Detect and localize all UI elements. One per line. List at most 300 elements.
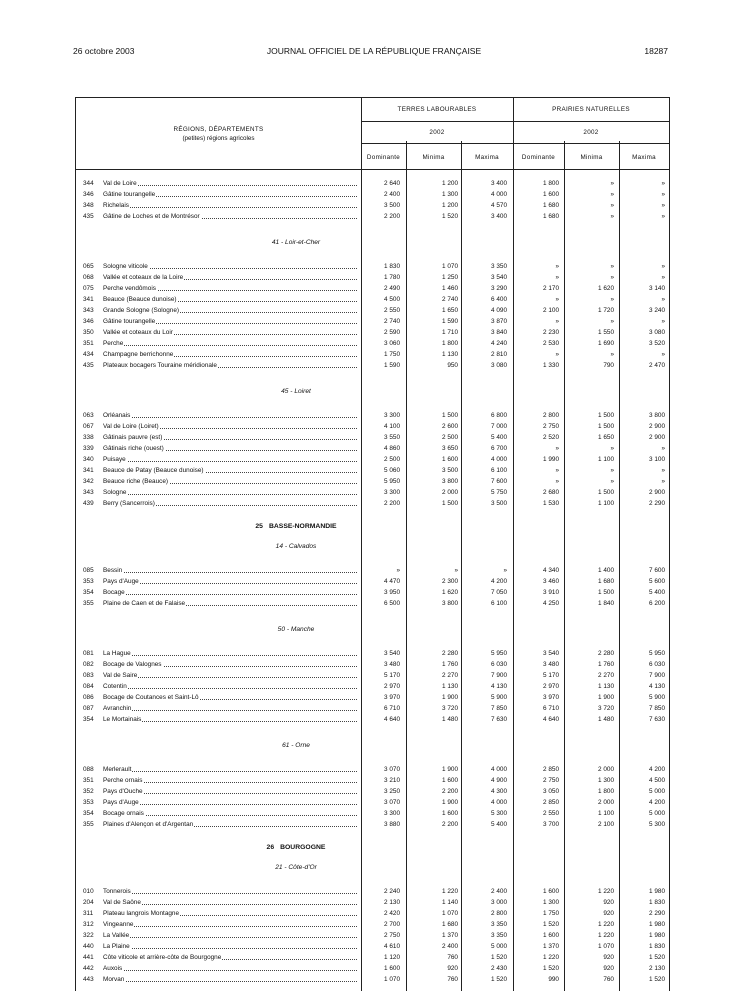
value-minima-meadow: 1 690 [598, 340, 614, 347]
value-minima-meadow: 1 840 [598, 600, 614, 607]
region-name-text: Bessin [103, 567, 123, 574]
value-maxima-arable: 6 800 [491, 412, 507, 419]
value-dominante-meadow: 2 750 [543, 423, 559, 430]
journal-title: JOURNAL OFFICIEL DE LA RÉPUBLIQUE FRANÇAISE [266, 46, 482, 56]
value-dominante-meadow: 1 530 [543, 500, 559, 507]
region-name [103, 764, 357, 775]
value-dominante-meadow: 1 680 [543, 213, 559, 220]
table-row [76, 305, 669, 316]
value-minima-arable: 1 650 [442, 307, 458, 314]
value-minima-meadow: » [610, 478, 614, 485]
value-dominante-arable: 2 420 [384, 910, 400, 917]
table-row [76, 587, 669, 598]
value-dominante-arable: 4 500 [384, 296, 400, 303]
table-row [76, 598, 669, 609]
value-dominante-arable: 2 970 [384, 683, 400, 690]
value-maxima-arable: 7 900 [491, 672, 507, 679]
region-name [103, 211, 357, 222]
region-code: 341 [83, 467, 94, 474]
region-code: 344 [83, 180, 94, 187]
table-row [76, 178, 669, 189]
region-name-text: Plateaux bocagers Touraine méridionale [103, 362, 217, 369]
value-maxima-meadow: » [661, 202, 665, 209]
region-name-text: Richelais [103, 202, 129, 209]
value-dominante-meadow: 4 640 [543, 716, 559, 723]
value-minima-arable: 1 200 [442, 180, 458, 187]
value-dominante-arable: 6 710 [384, 705, 400, 712]
region-name-text: Gâtinais riche (ouest) [103, 445, 164, 452]
region-name [103, 410, 357, 421]
region-name-text: Val de Loire (Loiret) [103, 423, 159, 430]
value-minima-arable: 3 720 [442, 705, 458, 712]
value-maxima-meadow: » [661, 478, 665, 485]
value-dominante-meadow: 2 230 [543, 329, 559, 336]
value-dominante-arable: 3 880 [384, 821, 400, 828]
value-minima-meadow: » [610, 467, 614, 474]
group-header-arable: TERRES LABOURABLES [397, 106, 477, 113]
region-name [103, 200, 357, 211]
table-row [76, 648, 669, 659]
value-minima-meadow: 2 000 [598, 766, 614, 773]
value-minima-arable: 2 400 [442, 943, 458, 950]
value-maxima-arable: 4 000 [491, 799, 507, 806]
value-minima-arable: 2 200 [442, 788, 458, 795]
value-minima-meadow: » [610, 296, 614, 303]
value-dominante-meadow: 3 050 [543, 788, 559, 795]
value-minima-meadow: » [610, 180, 614, 187]
value-minima-meadow: 1 400 [598, 567, 614, 574]
region-name-text: Sologne viticole [103, 263, 148, 270]
value-dominante-meadow: 2 530 [543, 340, 559, 347]
value-dominante-arable: 3 300 [384, 489, 400, 496]
table-row [76, 952, 669, 963]
region-name [103, 487, 357, 498]
page-date: 26 octobre 2003 [73, 46, 135, 56]
value-maxima-arable: 2 800 [491, 910, 507, 917]
value-dominante-arable: 3 300 [384, 412, 400, 419]
value-maxima-arable: 5 000 [491, 943, 507, 950]
table-row [76, 443, 669, 454]
region-name-text: Gâtinais pauvre (est) [103, 434, 163, 441]
value-maxima-meadow: » [661, 445, 665, 452]
header-rule [76, 169, 669, 170]
region-name-text: Perche vendômois [103, 285, 156, 292]
region-name [103, 349, 357, 360]
region-name [103, 587, 357, 598]
region-code: 354 [83, 716, 94, 723]
value-minima-meadow: 1 500 [598, 589, 614, 596]
region-name [103, 786, 357, 797]
region-code: 346 [83, 191, 94, 198]
region-name-text: Bocage ornais [103, 810, 144, 817]
region-code: 440 [83, 943, 94, 950]
region-code: 338 [83, 434, 94, 441]
region-column-header: RÉGIONS, DÉPARTEMENTS [173, 126, 264, 133]
value-dominante-meadow: 2 550 [543, 810, 559, 817]
value-maxima-arable: 5 400 [491, 434, 507, 441]
value-minima-arable: 1 600 [442, 456, 458, 463]
value-dominante-arable: 2 200 [384, 500, 400, 507]
value-dominante-arable: 6 500 [384, 600, 400, 607]
region-name [103, 294, 357, 305]
value-minima-arable: 1 900 [442, 694, 458, 701]
region-name [103, 681, 357, 692]
region-code: 435 [83, 362, 94, 369]
table-row [76, 930, 669, 941]
region-name-text: Plateau langrois Montagne [103, 910, 180, 917]
region-code: 351 [83, 777, 94, 784]
value-minima-meadow: » [610, 351, 614, 358]
table-row [76, 487, 669, 498]
value-maxima-arable: 6 030 [491, 661, 507, 668]
region-code: 350 [83, 329, 94, 336]
value-maxima-arable: 5 300 [491, 810, 507, 817]
value-minima-arable: 1 800 [442, 340, 458, 347]
region-name-text: Val de Saire [103, 672, 138, 679]
value-minima-meadow: » [610, 213, 614, 220]
value-maxima-meadow: 5 300 [649, 821, 665, 828]
table-row [76, 775, 669, 786]
value-dominante-arable: 1 590 [384, 362, 400, 369]
value-minima-arable: 1 590 [442, 318, 458, 325]
value-maxima-meadow: 3 520 [649, 340, 665, 347]
value-dominante-arable: 3 480 [384, 661, 400, 668]
region-code: 063 [83, 412, 94, 419]
value-dominante-meadow: 1 600 [543, 888, 559, 895]
value-maxima-arable: 5 900 [491, 694, 507, 701]
region-name [103, 443, 357, 454]
value-maxima-arable: 2 430 [491, 965, 507, 972]
value-dominante-meadow: 5 170 [543, 672, 559, 679]
value-dominante-arable: 3 300 [384, 810, 400, 817]
region-name [103, 930, 357, 941]
col-header-maxima-1: Maxima [475, 154, 499, 161]
value-maxima-arable: 5 950 [491, 650, 507, 657]
value-maxima-meadow: 5 950 [649, 650, 665, 657]
value-maxima-meadow: 5 000 [649, 788, 665, 795]
value-maxima-meadow: 7 900 [649, 672, 665, 679]
region-name [103, 498, 357, 509]
value-maxima-meadow: » [661, 467, 665, 474]
value-minima-arable: 2 000 [442, 489, 458, 496]
table-row [76, 703, 669, 714]
value-maxima-meadow: » [661, 351, 665, 358]
table-row [76, 476, 669, 487]
value-dominante-arable: 3 970 [384, 694, 400, 701]
region-code: 355 [83, 821, 94, 828]
value-dominante-meadow: 3 910 [543, 589, 559, 596]
region-code: 353 [83, 578, 94, 585]
value-minima-meadow: 1 620 [598, 285, 614, 292]
table-row [76, 714, 669, 725]
value-minima-arable: 2 200 [442, 821, 458, 828]
value-minima-arable: 1 900 [442, 799, 458, 806]
value-maxima-arable: 3 870 [491, 318, 507, 325]
region-label: BASSE-NORMANDIE [268, 523, 337, 530]
col-header-maxima-2: Maxima [632, 154, 656, 161]
value-dominante-meadow: 1 220 [543, 954, 559, 961]
value-maxima-meadow: 6 030 [649, 661, 665, 668]
region-code: 352 [83, 788, 94, 795]
value-minima-arable: 3 650 [442, 445, 458, 452]
value-maxima-arable: 4 090 [491, 307, 507, 314]
table-row [76, 919, 669, 930]
value-maxima-meadow: 1 980 [649, 932, 665, 939]
value-minima-meadow: 1 800 [598, 788, 614, 795]
value-dominante-arable: 2 200 [384, 213, 400, 220]
value-dominante-arable: 1 120 [384, 954, 400, 961]
region-code: 085 [83, 567, 94, 574]
value-dominante-arable: 2 550 [384, 307, 400, 314]
value-maxima-meadow: 3 100 [649, 456, 665, 463]
region-code: 067 [83, 423, 94, 430]
region-code: 339 [83, 445, 94, 452]
table-row [76, 338, 669, 349]
region-name-text: La Hague [103, 650, 131, 657]
value-dominante-meadow: 990 [548, 976, 559, 983]
value-dominante-meadow: 1 330 [543, 362, 559, 369]
department-heading: 21 - Côte-d'Or [275, 864, 317, 871]
region-code: 351 [83, 340, 94, 347]
value-dominante-arable: 2 700 [384, 921, 400, 928]
value-maxima-arable: 6 700 [491, 445, 507, 452]
region-name-text: Perche ornais [103, 777, 143, 784]
value-minima-arable: 1 480 [442, 716, 458, 723]
value-maxima-arable: 6 100 [491, 600, 507, 607]
value-maxima-arable: 4 240 [491, 340, 507, 347]
value-dominante-meadow: 3 460 [543, 578, 559, 585]
region-code: 081 [83, 650, 94, 657]
value-minima-meadow: 920 [603, 899, 614, 906]
value-minima-arable: 1 600 [442, 777, 458, 784]
value-dominante-meadow: 1 370 [543, 943, 559, 950]
value-minima-arable: 1 130 [442, 683, 458, 690]
region-name [103, 908, 357, 919]
value-maxima-arable: 3 000 [491, 899, 507, 906]
value-dominante-meadow: 1 600 [543, 932, 559, 939]
value-minima-meadow: » [610, 202, 614, 209]
region-name [103, 941, 357, 952]
value-minima-meadow: » [610, 274, 614, 281]
region-name-text: Champagne berrichonne [103, 351, 174, 358]
value-maxima-meadow: 7 850 [649, 705, 665, 712]
table-row [76, 963, 669, 974]
value-dominante-arable: 3 950 [384, 589, 400, 596]
value-maxima-arable: 4 000 [491, 766, 507, 773]
region-code: 434 [83, 351, 94, 358]
region-name [103, 797, 357, 808]
value-maxima-arable: 4 900 [491, 777, 507, 784]
value-minima-meadow: 1 760 [598, 661, 614, 668]
value-dominante-arable: 2 500 [384, 456, 400, 463]
region-name-text: Gâtine de Loches et de Montrésor [103, 213, 200, 220]
table-row [76, 670, 669, 681]
value-minima-meadow: » [610, 191, 614, 198]
value-minima-arable: 1 600 [442, 810, 458, 817]
value-minima-meadow: 1 720 [598, 307, 614, 314]
value-minima-meadow: 2 280 [598, 650, 614, 657]
table-row [76, 454, 669, 465]
value-maxima-arable: 2 810 [491, 351, 507, 358]
value-maxima-meadow: 2 900 [649, 423, 665, 430]
table-row [76, 421, 669, 432]
table-row [76, 786, 669, 797]
value-minima-meadow: » [610, 445, 614, 452]
value-dominante-arable: 3 500 [384, 202, 400, 209]
value-dominante-meadow: 2 850 [543, 799, 559, 806]
region-name-text: Bocage de Coutances et Saint-Lô [103, 694, 199, 701]
value-maxima-arable: 2 400 [491, 888, 507, 895]
value-dominante-meadow: 1 800 [543, 180, 559, 187]
value-dominante-arable: 1 780 [384, 274, 400, 281]
value-maxima-arable: 3 400 [491, 180, 507, 187]
region-code: 322 [83, 932, 94, 939]
region-code: 354 [83, 589, 94, 596]
region-name-text: Avranchin [103, 705, 132, 712]
table-row [76, 283, 669, 294]
value-dominante-arable: 2 590 [384, 329, 400, 336]
region-name-text: Côte viticole et arrière-côte de Bourgogne [103, 954, 222, 961]
table-row [76, 797, 669, 808]
value-maxima-arable: 3 350 [491, 932, 507, 939]
value-maxima-meadow: 2 290 [649, 910, 665, 917]
value-dominante-meadow: 1 520 [543, 965, 559, 972]
value-maxima-arable: 4 000 [491, 191, 507, 198]
value-maxima-meadow: » [661, 263, 665, 270]
value-minima-meadow: » [610, 318, 614, 325]
value-minima-meadow: 2 000 [598, 799, 614, 806]
value-maxima-meadow: » [661, 274, 665, 281]
value-dominante-meadow: » [555, 467, 559, 474]
value-minima-meadow: 1 500 [598, 423, 614, 430]
value-minima-meadow: 920 [603, 910, 614, 917]
region-name-text: Vallée et coteaux du Loir [103, 329, 173, 336]
table-row [76, 819, 669, 830]
value-minima-arable: 760 [447, 976, 458, 983]
value-dominante-arable: 4 640 [384, 716, 400, 723]
value-dominante-meadow: 2 520 [543, 434, 559, 441]
year-header-arable: 2002 [429, 129, 445, 136]
region-name [103, 178, 357, 189]
table-row [76, 908, 669, 919]
col-header-dominante-2: Dominante [521, 154, 556, 161]
value-minima-arable: » [454, 567, 458, 574]
value-maxima-meadow: 5 400 [649, 589, 665, 596]
value-dominante-meadow: 3 700 [543, 821, 559, 828]
region-name-text: Bocage [103, 589, 125, 596]
value-maxima-meadow: » [661, 191, 665, 198]
region-name-text: Cotentin [103, 683, 127, 690]
value-maxima-meadow: 4 130 [649, 683, 665, 690]
value-dominante-meadow: » [555, 445, 559, 452]
region-code: 341 [83, 296, 94, 303]
region-name [103, 659, 357, 670]
table-row [76, 360, 669, 371]
region-code: 353 [83, 799, 94, 806]
region-name [103, 421, 357, 432]
value-minima-meadow: 760 [603, 976, 614, 983]
region-name-text: Pays d'Auge [103, 799, 139, 806]
table-row [76, 498, 669, 509]
value-dominante-meadow: 3 970 [543, 694, 559, 701]
region-name [103, 974, 357, 985]
region-name-text: Morvan [103, 976, 125, 983]
value-minima-arable: 2 500 [442, 434, 458, 441]
value-minima-meadow: 1 100 [598, 456, 614, 463]
region-name-text: Gâtine tourangelle [103, 318, 156, 325]
value-dominante-arable: 3 070 [384, 799, 400, 806]
value-maxima-meadow: 1 520 [649, 976, 665, 983]
value-dominante-arable: 2 400 [384, 191, 400, 198]
value-dominante-arable: 1 600 [384, 965, 400, 972]
value-minima-meadow: 1 500 [598, 412, 614, 419]
value-maxima-meadow: 2 290 [649, 500, 665, 507]
region-name-text: Merlerault [103, 766, 132, 773]
value-minima-arable: 1 500 [442, 412, 458, 419]
table-row [76, 764, 669, 775]
region-name-text: Beauce riche (Beauce) [103, 478, 169, 485]
value-maxima-meadow: 1 980 [649, 888, 665, 895]
value-dominante-arable: 4 860 [384, 445, 400, 452]
region-code: 088 [83, 766, 94, 773]
table-row [76, 659, 669, 670]
value-minima-arable: 760 [447, 954, 458, 961]
value-dominante-arable: 1 750 [384, 351, 400, 358]
region-name-text: Pays d'Ouche [103, 788, 143, 795]
value-maxima-arable: 4 200 [491, 578, 507, 585]
region-name-text: Plaine de Caen et de Falaise [103, 600, 186, 607]
region-code: 354 [83, 810, 94, 817]
value-dominante-meadow: 6 710 [543, 705, 559, 712]
table-row [76, 272, 669, 283]
value-dominante-meadow: 2 970 [543, 683, 559, 690]
region-name [103, 432, 357, 443]
region-name [103, 272, 357, 283]
value-maxima-meadow: 2 900 [649, 434, 665, 441]
region-code: 082 [83, 661, 94, 668]
value-minima-arable: 1 500 [442, 500, 458, 507]
region-name [103, 670, 357, 681]
region-name [103, 919, 357, 930]
value-dominante-meadow: » [555, 318, 559, 325]
value-minima-arable: 1 900 [442, 766, 458, 773]
value-dominante-arable: 3 250 [384, 788, 400, 795]
value-dominante-arable: 5 950 [384, 478, 400, 485]
value-minima-arable: 1 220 [442, 888, 458, 895]
table-row [76, 294, 669, 305]
value-dominante-meadow: 4 250 [543, 600, 559, 607]
value-minima-arable: 2 740 [442, 296, 458, 303]
value-dominante-meadow: 4 340 [543, 567, 559, 574]
region-name [103, 476, 357, 487]
region-name-text: Gâtine tourangelle [103, 191, 156, 198]
value-minima-meadow: 2 270 [598, 672, 614, 679]
table-row [76, 565, 669, 576]
region-name [103, 338, 357, 349]
value-minima-meadow: 1 300 [598, 777, 614, 784]
value-minima-arable: 950 [447, 362, 458, 369]
value-maxima-meadow: 4 200 [649, 799, 665, 806]
region-name-text: Bocage de Valognes [103, 661, 162, 668]
value-minima-meadow: 1 100 [598, 500, 614, 507]
region-name [103, 565, 357, 576]
value-minima-meadow: 1 500 [598, 489, 614, 496]
value-minima-meadow: 790 [603, 362, 614, 369]
region-code: 439 [83, 500, 94, 507]
value-maxima-arable: 6 400 [491, 296, 507, 303]
value-minima-meadow: 1 130 [598, 683, 614, 690]
value-maxima-meadow: 7 630 [649, 716, 665, 723]
